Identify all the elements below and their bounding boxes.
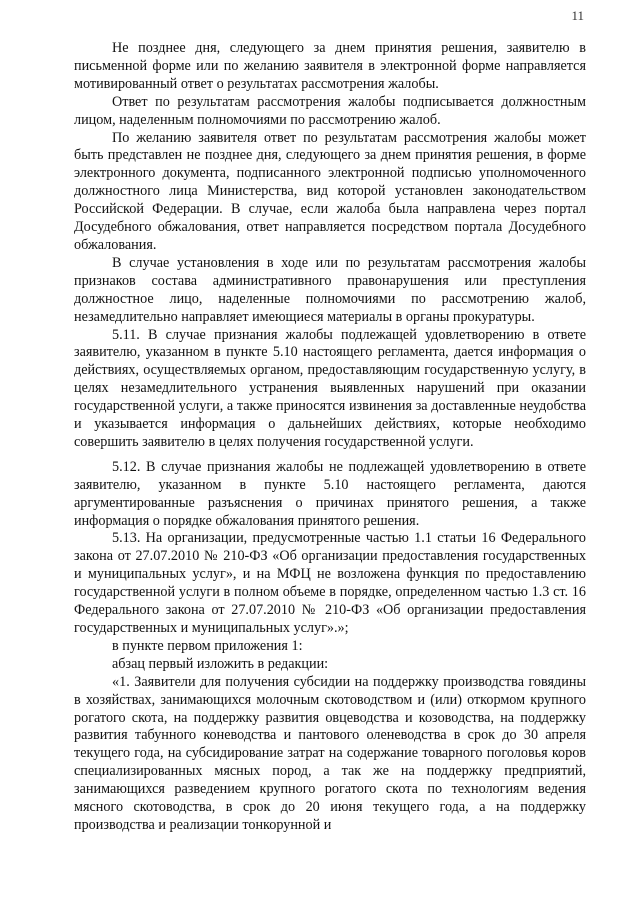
document-body: [74, 40, 586, 835]
paragraph-prosecution-referral: В случае установления в ходе или по результатам рассмотрения жалобы признаков состава административного правонарушения или преступления должностное лицо, наделенные полномочиями по рассмотрению жалоб, незамедлительно направляет имеющиеся материалы в органы прокуратуры.: [74, 254, 586, 325]
paragraph-5-13: 5.13. На организации, предусмотренные частью 1.1 статьи 16 Федерального закона от 27.07.2010 № 210-ФЗ «Об организации предоставления государственных и муниципальных услуг», и на МФЦ не возложена функция по предоставлению государственной услуги в полном объеме в порядке, определенном частью 1.3 ст. 16 Федерального закона от 27.07.2010 № 210-ФЗ «Об организации предоставления государственных и муниципальных услуг».»;: [74, 530, 586, 636]
paragraph-response-signature: Ответ по результатам рассмотрения жалобы подписывается должностным лицом, наделенным полномочиями по рассмотрению жалоб.: [74, 93, 586, 128]
paragraph-annex-intro: в пункте первом приложения 1:: [112, 637, 303, 654]
paragraph-amendment-intro: абзац первый изложить в редакции:: [112, 655, 329, 672]
paragraph-5-11: 5.11. В случае признания жалобы подлежащей удовлетворению в ответе заявителю, указанном в пункте 5.10 настоящего регламента, дается информация о действиях, осуществляемых органом, предоставляющим государственную услугу, в целях незамедлительного устранения выявленных нарушений при оказании государственной услуги, а также приносятся извинения за доставленные неудобства и указывается информация о дальнейших действиях, которые необходимо совершить заявителю в целях получения государственной услуги.: [74, 326, 586, 450]
paragraph-response-deadline: Не позднее дня, следующего за днем принятия решения, заявителю в письменной форме или по желанию заявителя в электронной форме направляется мотивированный ответ о результатах рассмотрения жалобы.: [74, 40, 586, 92]
paragraph-annex-item-1: «1. Заявители для получения субсидии на поддержку производства говядины в хозяйствах, занимающихся молочным скотоводством и (или) откормом крупного рогатого скота, на поддержку развития овцеводства и козоводства, на поддержку развития табунного коневодства и пантового оленеводства в срок до 30 апреля текущего года, на субсидирование затрат на содержание товарного поголовья коров специализированных мясных пород, а так же на поддержку предприятий, занимающихся разведением крупного рогатого скота по технологиям ведения мясного скотоводства, в срок до 20 июня текущего года, а на поддержку производства и реализации тонкорунной и: [74, 673, 586, 833]
paragraph-electronic-response: По желанию заявителя ответ по результатам рассмотрения жалобы может быть представлен не позднее дня, следующего за днем принятия решения, в форме электронного документа, подписанного электронной подписью уполномоченного должностного лица Министерства, вид которой установлен законодательством Российской Федерации. В случае, если жалоба была направлена через портал Досудебного обжалования, ответ направляется посредством портала Досудебного обжалования.: [74, 129, 586, 253]
page-number: 11: [571, 8, 584, 23]
paragraph-5-12: 5.12. В случае признания жалобы не подлежащей удовлетворению в ответе заявителю, указанном в пункте 5.10 настоящего регламента, даются аргументированные разъяснения о причинах принятого решения, а также информация о порядке обжалования принятого решения.: [74, 458, 586, 529]
